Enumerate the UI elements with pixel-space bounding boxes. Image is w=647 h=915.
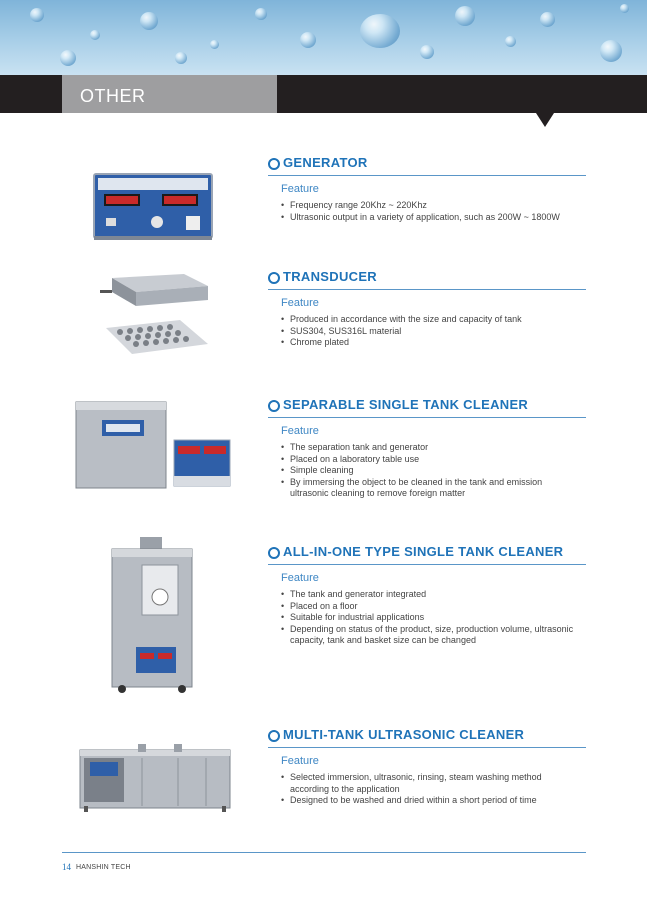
feature-item: • Selected immersion, ultrasonic, rinsing, steam washing method according to the application (281, 772, 581, 795)
feature-list (281, 314, 581, 349)
feature-label: Feature (281, 425, 319, 437)
title-rule (268, 417, 586, 418)
water-drop-banner (0, 0, 647, 75)
section-title: OTHER (80, 86, 146, 106)
all-in-one-tank-photo (108, 535, 196, 695)
feature-item: • By immersing the object to be cleaned in the tank and emission ultrasonic cleaning to remove foreign matter (281, 477, 581, 500)
feature-label: Feature (281, 755, 319, 767)
bullet-ring-icon (268, 547, 280, 559)
title-rule (268, 175, 586, 176)
title-rule (268, 564, 586, 565)
feature-item: • Placed on a laboratory table use (281, 454, 581, 466)
transducer-photo (98, 268, 213, 356)
bullet-ring-icon (268, 158, 280, 170)
feature-item: • Chrome plated (281, 337, 581, 349)
product-title: ALL-IN-ONE TYPE SINGLE TANK CLEANER (283, 544, 564, 559)
feature-item: • Frequency range 20Khz ~ 220Khz (281, 200, 581, 212)
product-title: MULTI-TANK ULTRASONIC CLEANER (283, 727, 525, 742)
page-number: 14 (62, 862, 71, 872)
brand-name: HANSHIN TECH (76, 864, 131, 871)
header-notch (536, 113, 554, 127)
title-rule (268, 747, 586, 748)
product-title: TRANSDUCER (283, 269, 377, 284)
title-rule (268, 289, 586, 290)
product-title: SEPARABLE SINGLE TANK CLEANER (283, 397, 529, 412)
bullet-ring-icon (268, 730, 280, 742)
feature-item: • The separation tank and generator (281, 442, 581, 454)
feature-item: • Designed to be washed and dried within a short period of time (281, 795, 581, 807)
multi-tank-photo (78, 742, 232, 814)
feature-list (281, 772, 581, 807)
feature-label: Feature (281, 183, 319, 195)
feature-item: • SUS304, SUS316L material (281, 326, 581, 338)
feature-item: • The tank and generator integrated (281, 589, 581, 601)
bullet-ring-icon (268, 272, 280, 284)
feature-list (281, 200, 581, 223)
generator-photo (92, 172, 214, 242)
feature-item: • Depending on status of the product, size, production volume, ultrasonic capacity, tank and basket size can be changed (281, 624, 581, 647)
bullet-ring-icon (268, 400, 280, 412)
footer-rule (62, 852, 586, 853)
feature-label: Feature (281, 572, 319, 584)
feature-item: • Produced in accordance with the size and capacity of tank (281, 314, 581, 326)
feature-list (281, 442, 581, 500)
separable-tank-photo (74, 400, 234, 492)
product-title: GENERATOR (283, 155, 368, 170)
feature-item: • Suitable for industrial applications (281, 612, 581, 624)
feature-item: • Placed on a floor (281, 601, 581, 613)
feature-item: • Ultrasonic output in a variety of application, such as 200W ~ 1800W (281, 212, 581, 224)
feature-label: Feature (281, 297, 319, 309)
feature-item: • Simple cleaning (281, 465, 581, 477)
feature-list (281, 589, 581, 647)
